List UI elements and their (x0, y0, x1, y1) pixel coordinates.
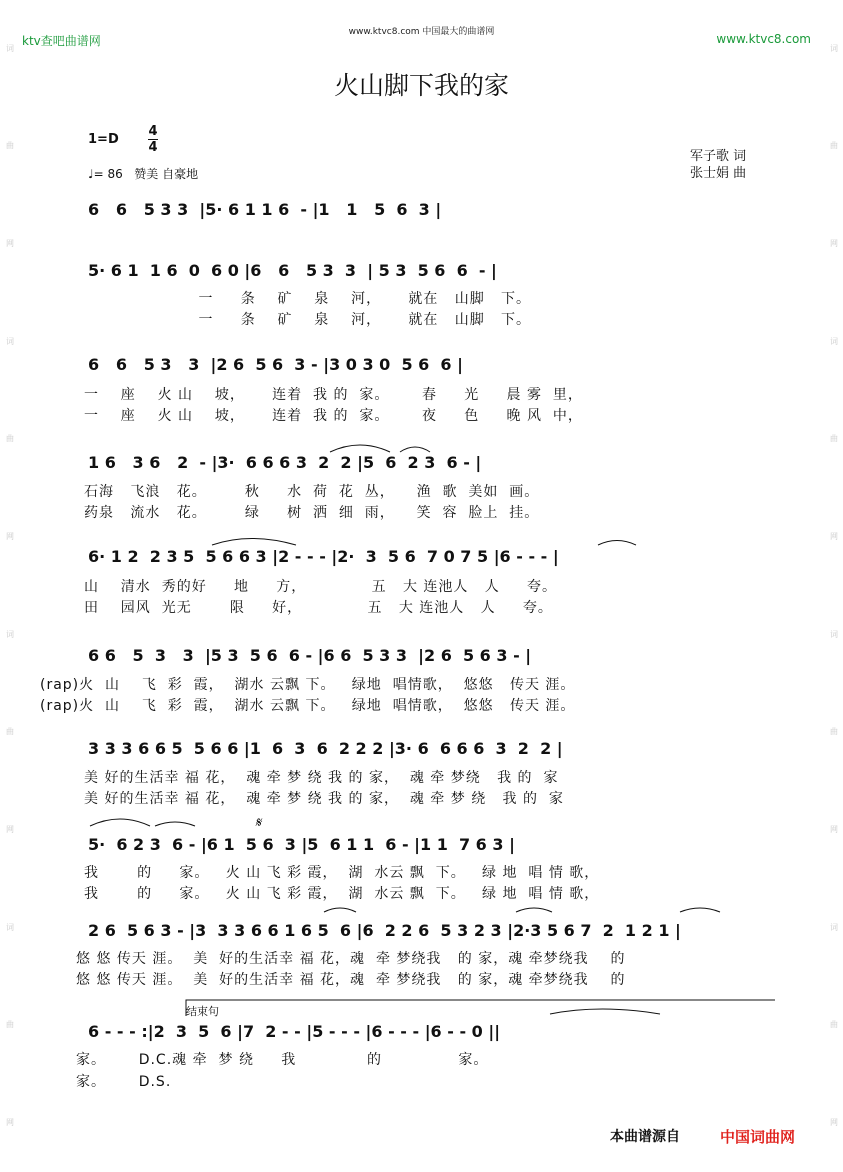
watermark-char: 词 (830, 629, 838, 639)
notation-row-5: 6· 1 2 2 3 5 5 6 6 3 |2 - - - |2· 3 5 6 7 0 7 5 |6 - - - | (88, 546, 559, 566)
watermark-char: 网 (6, 239, 14, 249)
watermark-char: 网 (6, 532, 14, 542)
notation-row-2: 5· 6 1 1 6 0 6 0 |6 6 5 3 3 | 5 3 5 6 6 - | (88, 260, 497, 280)
slur (155, 822, 195, 826)
notation-row-1: 6 6 5 3 3 |5· 6 1 1 6 - |1 1 5 6 3 | (88, 199, 442, 219)
time-signature-bottom: 4 (148, 140, 158, 155)
lyric-row-8-verse-1: 我 的 家。 火 山 飞 彩 霞， 湖 水云 飘 下。 绿 地 唱 情 歌， (84, 865, 600, 881)
notation-row-4: 1 6 3 6 2 - |3· 6 6 6 3 2 2 |5 6 2 3 6 - | (88, 452, 482, 472)
watermark-char: 词 (830, 43, 838, 53)
site-tagline: www.ktvc8.com 中国最大的曲谱网 (348, 27, 495, 37)
lyric-row-2-verse-2: 一 条 矿 泉 河， 就在 山脚 下。 (84, 312, 532, 328)
lyric-row-7-verse-1: 美 好的生活幸 福 花， 魂 牵 梦 绕 我 的 家， 魂 牵 梦绕 我 的 家 (84, 770, 559, 786)
lyric-row-8-verse-2: 我 的 家。 火 山 飞 彩 霞， 湖 水云 飘 下。 绿 地 唱 情 歌， (84, 886, 600, 902)
watermark-char: 曲 (6, 434, 14, 444)
lyric-row-6-verse-1: (rap)火 山 飞 彩 霞， 湖水 云飘 下。 绿地 唱情歌， 悠悠 传天 涯。 (40, 677, 576, 693)
slur (324, 908, 356, 912)
watermark-char: 网 (6, 825, 14, 835)
watermark-char: 曲 (6, 727, 14, 737)
slur (680, 908, 720, 912)
notation-row-6: 6 6 5 3 3 |5 3 5 6 6 - |6 6 5 3 3 |2 6 5 6 3 - | (88, 645, 532, 665)
lyric-row-4-verse-2: 药泉 流水 花。 绿 树 洒 细 雨， 笑 容 脸上 挂。 (84, 505, 540, 521)
lyric-row-3-verse-1: 一 座 火 山 坡， 连着 我 的 家。 春 光 晨 雾 里， (84, 387, 583, 403)
slur (550, 1009, 660, 1014)
slur (212, 539, 296, 546)
song-title: 火山脚下我的家 (333, 71, 509, 100)
ending-label: 结束句 (186, 1005, 219, 1018)
source-label: 本曲谱源自 (610, 1129, 680, 1145)
watermark-char: 词 (6, 336, 14, 346)
lyric-row-5-verse-1: 山 清水 秀的好 地 方， 五 大 连池人 人 夸。 (84, 579, 558, 595)
notation-row-7: 3 3 3 6 6 5 5 6 6 |1 6 3 6 2 2 2 |3· 6 6 6 6 3 2 2 | (88, 738, 563, 758)
slur (330, 445, 390, 452)
lyric-row-2-verse-1: 一 条 矿 泉 河， 就在 山脚 下。 (84, 291, 532, 307)
lyric-row-6-verse-2: (rap)火 山 飞 彩 霞， 湖水 云飘 下。 绿地 唱情歌， 悠悠 传天 涯。 (40, 698, 576, 714)
slur (516, 908, 552, 912)
expression-marking: 赞美 自豪地 (134, 167, 199, 181)
watermark-char: 曲 (830, 1020, 838, 1030)
notation-row-9: 2 6 5 6 3 - |3 3 3 6 6 1 6 5 6 |6 2 2 6 5 3 2 3 |2·3 5 6 7 2 1 2 1 | (88, 920, 681, 940)
watermark-char: 词 (830, 336, 838, 346)
watermark-char: 词 (6, 629, 14, 639)
site-brand-right[interactable]: www.ktvc8.com (716, 32, 811, 46)
key-signature: 1=D (88, 132, 119, 147)
watermark-char: 曲 (830, 727, 838, 737)
composer: 张士娟 曲 (690, 166, 747, 181)
source-site-link[interactable]: 中国词曲网 (720, 1128, 796, 1146)
slur (90, 819, 150, 826)
slur (400, 447, 430, 452)
lyric-row-5-verse-2: 田 园风 光无 限 好， 五 大 连池人 人 夸。 (84, 600, 553, 616)
tempo-value: ♩= 86 (88, 167, 123, 181)
watermark-char: 曲 (830, 434, 838, 444)
watermark-char: 网 (6, 1118, 14, 1128)
watermark-char: 词 (6, 922, 14, 932)
lyric-row-10-verse-2: 家。 D.S. (76, 1074, 172, 1090)
watermark-char: 网 (830, 1118, 838, 1128)
watermark-char: 曲 (830, 141, 838, 151)
watermark-char: 网 (830, 239, 838, 249)
watermark-char: 曲 (6, 141, 14, 151)
watermark-char: 网 (830, 532, 838, 542)
lyric-row-3-verse-2: 一 座 火 山 坡， 连着 我 的 家。 夜 色 晚 风 中， (84, 408, 583, 424)
lyric-row-10-verse-1: 家。 D.C.魂 牵 梦 绕 我 的 家。 (76, 1052, 489, 1068)
time-signature-top: 4 (148, 124, 158, 139)
lyric-row-9-verse-1: 悠 悠 传天 涯。 美 好的生活幸 福 花，魂 牵 梦绕我 的 家，魂 牵梦绕我 的 (76, 951, 626, 967)
lyric-row-7-verse-2: 美 好的生活幸 福 花， 魂 牵 梦 绕 我 的 家， 魂 牵 梦 绕 我 的 家 (84, 791, 564, 807)
notation-row-10: 6 - - - :|2 3 5 6 |7 2 - - |5 - - - |6 - - - |6 - - 0 || (88, 1021, 501, 1041)
slur (598, 541, 636, 546)
notation-row-3: 6 6 5 3 3 |2 6 5 6 3 - |3 0 3 0 5 6 6 | (88, 354, 463, 374)
watermark-char: 词 (830, 922, 838, 932)
lyricist: 军子歌 词 (690, 149, 747, 164)
watermark-char: 曲 (6, 1020, 14, 1030)
site-brand-left[interactable]: ktv查吧曲谱网 (22, 34, 101, 48)
watermark-char: 网 (830, 825, 838, 835)
notation-row-8: 5· 6 2 3 6 - |6 1 5 6 3 |5 6 1 1 6 - |1 1 7 6 3 | (88, 834, 515, 854)
ending-bracket (186, 1000, 775, 1016)
lyric-row-9-verse-2: 悠 悠 传天 涯。 美 好的生活幸 福 花，魂 牵 梦绕我 的 家，魂 牵梦绕我 的 (76, 972, 626, 988)
segno-sign: 𝄋 (255, 815, 262, 831)
lyric-row-4-verse-1: 石海 飞浪 花。 秋 水 荷 花 丛， 渔 歌 美如 画。 (84, 484, 540, 500)
watermark-char: 词 (6, 43, 14, 53)
